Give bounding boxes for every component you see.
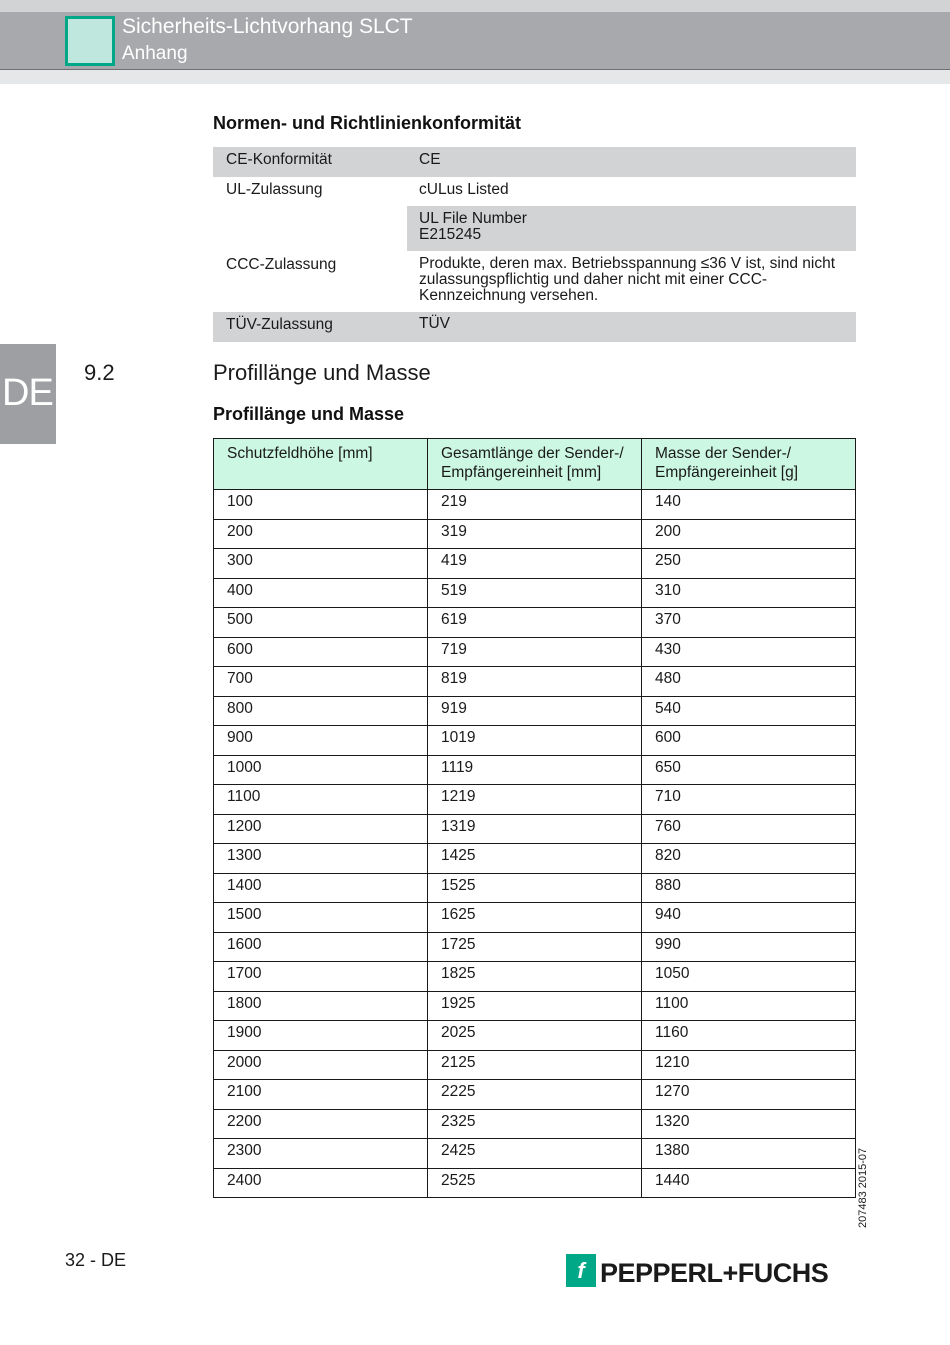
table-body	[214, 490, 856, 1198]
table-row	[214, 1080, 856, 1110]
table-cell: 1525	[428, 873, 642, 903]
language-tab	[0, 344, 56, 444]
table-cell: 1425	[428, 844, 642, 874]
table-row	[214, 696, 856, 726]
table-cell: 1050	[642, 962, 856, 992]
conformity-table	[213, 147, 856, 342]
conformity-row	[213, 177, 856, 206]
table-cell: 900	[214, 726, 428, 756]
table-cell: 1210	[642, 1050, 856, 1080]
table-cell: 2000	[214, 1050, 428, 1080]
table-cell: 1320	[642, 1109, 856, 1139]
table-cell: 1200	[214, 814, 428, 844]
table-cell: 820	[642, 844, 856, 874]
table-cell: 2200	[214, 1109, 428, 1139]
table-cell: 919	[428, 696, 642, 726]
conformity-label: UL-Zulassung	[226, 181, 323, 198]
table-cell: 1825	[428, 962, 642, 992]
table-cell: 2525	[428, 1168, 642, 1198]
table-cell: 1440	[642, 1168, 856, 1198]
table-row	[214, 726, 856, 756]
table-row	[214, 608, 856, 638]
table-cell: 1400	[214, 873, 428, 903]
table-cell: 2300	[214, 1139, 428, 1169]
conformity-label: TÜV-Zulassung	[226, 316, 333, 333]
table-row	[214, 873, 856, 903]
document-subtitle: Anhang	[122, 43, 188, 64]
page-number: 32 - DE	[65, 1250, 127, 1270]
table-cell: 1319	[428, 814, 642, 844]
table-cell: 300	[214, 549, 428, 579]
conformity-value: CE	[419, 151, 441, 168]
table-cell: 940	[642, 903, 856, 933]
table-row	[214, 1050, 856, 1080]
conformity-label: CE-Konformität	[226, 151, 332, 168]
table-row	[214, 962, 856, 992]
conformity-row	[213, 251, 856, 312]
table-cell: 1500	[214, 903, 428, 933]
conformity-value: Produkte, deren max. Betriebsspannung ≤36 V ist, sind nicht zulassungspflichtig und daher nicht mit einer CCC-Kennzeichnung versehen.	[419, 255, 836, 304]
table-row	[214, 814, 856, 844]
table-row	[214, 1168, 856, 1198]
table-cell: 1600	[214, 932, 428, 962]
header-top-strip	[0, 0, 950, 12]
table-cell: 2100	[214, 1080, 428, 1110]
table-cell: 400	[214, 578, 428, 608]
table-cell: 140	[642, 490, 856, 520]
table-cell: 800	[214, 696, 428, 726]
table-row	[214, 991, 856, 1021]
table-cell: 1900	[214, 1021, 428, 1051]
table-cell: 219	[428, 490, 642, 520]
conformity-value: cULus Listed	[419, 181, 509, 198]
column-header: Schutzfeldhöhe [mm]	[214, 439, 428, 490]
table-cell: 1119	[428, 755, 642, 785]
table-row	[214, 1109, 856, 1139]
table-row	[214, 932, 856, 962]
table-cell: 880	[642, 873, 856, 903]
table-row	[214, 667, 856, 697]
conformity-heading: Normen- und Richtlinienkonformität	[213, 113, 521, 133]
table-cell: 1800	[214, 991, 428, 1021]
table-cell: 1300	[214, 844, 428, 874]
table-cell: 2125	[428, 1050, 642, 1080]
table-cell: 310	[642, 578, 856, 608]
conformity-label: CCC-Zulassung	[226, 256, 337, 273]
table-row	[214, 844, 856, 874]
table-cell: 1100	[214, 785, 428, 815]
table-cell: 1925	[428, 991, 642, 1021]
section-number: 9.2	[84, 360, 115, 385]
table-cell: 200	[642, 519, 856, 549]
table-cell: 1380	[642, 1139, 856, 1169]
table-cell: 1160	[642, 1021, 856, 1051]
conformity-value: UL File Number E215245	[419, 210, 527, 243]
column-header: Gesamtlänge der Sender-/ Empfängereinheit [mm]	[428, 439, 642, 490]
conformity-value: TÜV	[419, 315, 450, 332]
table-cell: 500	[214, 608, 428, 638]
table-cell: 1725	[428, 932, 642, 962]
conformity-row	[213, 312, 856, 342]
table-cell: 650	[642, 755, 856, 785]
table-row	[214, 755, 856, 785]
table-cell: 1219	[428, 785, 642, 815]
brand-name: PEPPERL+FUCHS	[600, 1258, 829, 1288]
table-cell: 250	[642, 549, 856, 579]
table-cell: 419	[428, 549, 642, 579]
table-row	[214, 490, 856, 520]
table-cell: 1700	[214, 962, 428, 992]
table-cell: 710	[642, 785, 856, 815]
table-row	[214, 903, 856, 933]
table-cell: 2025	[428, 1021, 642, 1051]
table-cell: 1625	[428, 903, 642, 933]
document-title: Sicherheits-Lichtvorhang SLCT	[122, 15, 413, 38]
conformity-row	[213, 206, 856, 251]
table-cell: 370	[642, 608, 856, 638]
language-tab-label: DE	[2, 372, 53, 414]
table-row	[214, 785, 856, 815]
table-cell: 600	[642, 726, 856, 756]
table-cell: 1000	[214, 755, 428, 785]
table-cell: 1019	[428, 726, 642, 756]
table-cell: 819	[428, 667, 642, 697]
table-row	[214, 549, 856, 579]
table-cell: 619	[428, 608, 642, 638]
table-cell: 2425	[428, 1139, 642, 1169]
table-cell: 200	[214, 519, 428, 549]
table-header-row	[214, 439, 856, 490]
table-cell: 1270	[642, 1080, 856, 1110]
header-logo-square	[65, 16, 115, 66]
table-row	[214, 1021, 856, 1051]
table-cell: 2400	[214, 1168, 428, 1198]
table-cell: 430	[642, 637, 856, 667]
table-cell: 2325	[428, 1109, 642, 1139]
table-row	[214, 519, 856, 549]
document-code: 207483 2015-07	[857, 1147, 869, 1228]
table-row	[214, 1139, 856, 1169]
pepperl-fuchs-logo-icon: f	[566, 1254, 596, 1287]
table-cell: 760	[642, 814, 856, 844]
table-cell: 480	[642, 667, 856, 697]
table-cell: 2225	[428, 1080, 642, 1110]
table-cell: 519	[428, 578, 642, 608]
table-cell: 540	[642, 696, 856, 726]
header-sub-strip	[0, 70, 950, 84]
table-cell: 700	[214, 667, 428, 697]
table-heading: Profillänge und Masse	[213, 404, 405, 424]
column-header: Masse der Sender-/ Empfängereinheit [g]	[642, 439, 856, 490]
table-cell: 719	[428, 637, 642, 667]
table-cell: 1100	[642, 991, 856, 1021]
table-row	[214, 578, 856, 608]
table-cell: 100	[214, 490, 428, 520]
table-row	[214, 637, 856, 667]
table-cell: 319	[428, 519, 642, 549]
table-cell: 600	[214, 637, 428, 667]
section-title: Profillänge und Masse	[213, 360, 431, 385]
conformity-row	[213, 147, 856, 177]
table-cell: 990	[642, 932, 856, 962]
profile-table	[213, 438, 856, 1198]
